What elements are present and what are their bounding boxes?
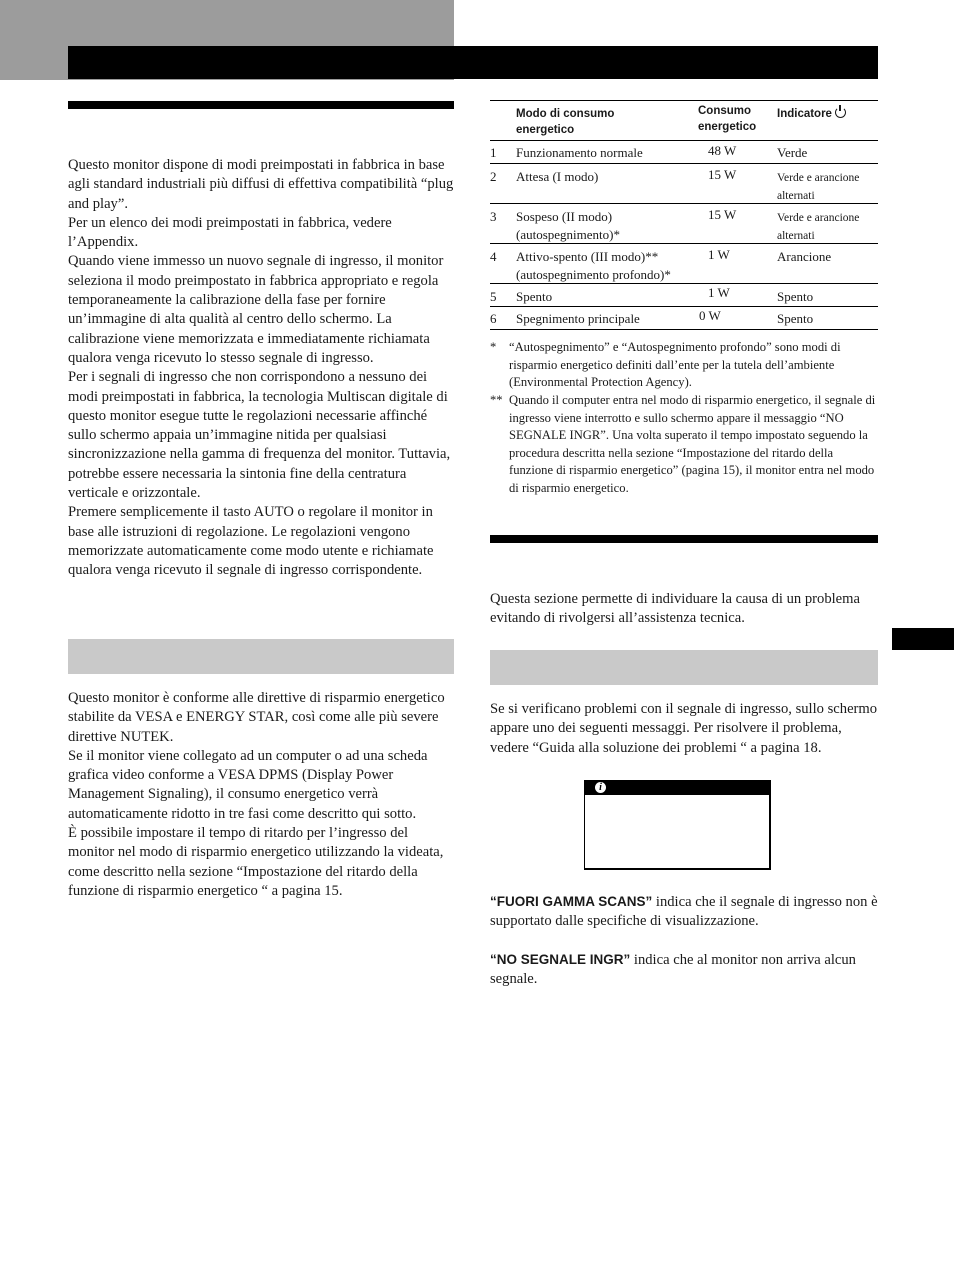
messages-paragraph: Se si verificano problemi con il segnale di ingresso, sullo schermo appare uno dei seguenti messaggi. Per risolvere il problema, vedere “Guida alla soluzione dei problemi “ a pagina 18. [490,701,878,756]
table-row [490,307,878,330]
row-indicator: Spento [777,289,814,304]
table-row [490,204,878,244]
message-title-bar [585,781,769,795]
row-number: 1 [490,145,497,160]
row-power: 0 W [699,308,721,323]
row-indicator: Spento [777,311,814,326]
row-number: 2 [490,169,497,184]
message-explanation-2 [490,950,878,990]
energy-text-b: , così come alle più severe direttive NUTEK. [68,709,439,745]
intro-paragraph: Per un elenco dei modi preimpostati in fabbrica, vedere l’Appendix. [68,214,392,251]
section-rule-right [490,535,878,543]
message-label: “FUORI GAMMA SCANS” [490,894,653,909]
footnote-text: “Autospegnimento” e “Autospegnimento profondo” sono modi di risparmio energetico definiti dall’ente per la tutela dell’ambiente (Environmental Protection Agency). [509,340,841,390]
row-power: 15 W [708,167,737,182]
header-indicator [777,106,877,122]
messages-intro [490,700,878,758]
footnote-mark: * [490,340,497,354]
row-mode: Spento [516,289,553,304]
footnote [490,339,878,392]
power-icon [835,107,846,118]
subsection-band-energy [68,639,454,674]
header-black-bar [68,46,878,79]
table-row [490,284,878,307]
header-indicator-label: Indicatore [777,108,832,120]
table-row [490,141,878,164]
section-rule-left [68,101,454,109]
energy-paragraph [68,689,454,747]
energy-text-a: Questo monitor è conforme alle direttive di risparmio energetico stabilite da VESA e [68,690,445,726]
footnote-text: Quando il computer entra nel modo di risparmio energetico, il segnale di ingresso viene interrotto e sullo schermo appare il messaggio “NO SEGNALE INGR”. Una volta superato il tempo impostato seguendo la procedura descritta nella sezione “Impostazione del ritardo della funzione di risparmio energetico” (pagina 15), il monitor entra nel modo di risparmio energetico. [509,393,876,495]
table-row [490,244,878,284]
row-mode: Funzionamento normale [516,145,643,160]
message-label: “NO SEGNALE INGR” [490,952,631,967]
row-indicator: Verde [777,145,808,160]
table-header [490,100,878,141]
intro-paragraph: Premere semplicemente il tasto AUTO o regolare il monitor in base alle istruzioni di regolazione. Le regolazioni vengono memorizzate automaticamente come modo utente e richiamate qualora venga ricevuto il segnale di ingresso corrispondente. [68,504,434,579]
header-consumption: Consumo energetico [698,105,757,133]
row-mode: Attivo-spento (III modo)** (autospegnimento profondo)* [516,249,671,282]
row-number: 6 [490,311,497,326]
row-mode: Spegnimento principale [516,311,640,326]
footnote-mark: ** [490,393,503,407]
row-mode: Attesa (I modo) [516,169,599,184]
edge-index-tab [892,628,954,650]
message-text: indica che al monitor non arriva alcun segnale. [490,952,856,988]
intro-paragraph: Quando viene immesso un nuovo segnale di ingresso, il monitor seleziona il modo preimpostato in fabbrica appropriato e regola temporaneamente la calibrazione della fase per fornire un’immagine di alta qualità al centro dello schermo. La calibrazione viene memorizzata e immediatamente richiamata qualora venga ricevuto lo stesso segnale di ingresso. [68,253,444,366]
row-indicator: Verde e arancione alternati [777,212,860,242]
row-power: 15 W [708,207,737,222]
intro-text [68,156,454,581]
energy-paragraph: È possibile impostare il tempo di ritardo per l’ingresso del monitor nel modo di risparmio energetico utilizzando la videata, come descritto nella sezione “Impostazione del ritardo della funzione di risparmio energetico “ a pagina 15. [68,825,444,899]
row-mode: Sospeso (II modo) (autospegnimento)* [516,209,620,242]
row-number: 4 [490,249,497,264]
row-indicator: Arancione [777,249,832,264]
energy-paragraph: Se il monitor viene collegato ad un computer o ad una scheda grafica video conforme a VESA DPMS (Display Power Management Signaling), il consumo energetico verrà automaticamente ridotto in tre fasi come descritto qui sotto. [68,747,428,822]
intro-paragraph: Questo monitor dispone di modi preimpostati in fabbrica in base agli standard industriali più diffusi di effettiva compatibilità “plug and play”. [68,157,454,212]
row-power: 1 W [708,285,730,300]
row-indicator: Verde e arancione alternati [777,172,860,202]
onscreen-message-box [584,780,771,870]
header-mode: Modo di consumo energetico [516,108,615,136]
row-number: 3 [490,209,497,224]
message-paragraph [490,892,878,932]
message-explanation-1 [490,892,878,932]
message-text: indica che il segnale di ingresso non è supportato dalle specifiche di visualizzazione. [490,894,878,930]
troubleshoot-intro [490,590,878,629]
info-icon: i [595,782,606,793]
intro-paragraph: Per i segnali di ingresso che non corrispondono a nessuno dei modi preimpostati in fabbrica, la tecnologia Multiscan digitale di questo monitor esegue tutte le regolazioni necessarie affinché sullo schermo appaia un’immagine nitida per qualsiasi sincronizzazione nella gamma di frequenza del monitor. Tuttavia, potrebbe essere necessaria la sintonia fine della centratura verticale e orizzontale. [68,369,451,502]
row-power: 48 W [708,143,737,158]
troubleshoot-paragraph: Questa sezione permette di individuare la causa di un problema evitando di rivolgersi all’assistenza tecnica. [490,591,860,627]
subsection-band-messages [490,650,878,685]
row-power: 1 W [708,247,730,262]
energy-text [68,689,454,901]
power-mode-table [490,100,878,330]
message-paragraph [490,950,878,990]
footnote [490,392,878,498]
table-row [490,164,878,204]
energy-star-mark: ENERGY STAR [186,709,285,726]
row-number: 5 [490,289,497,304]
